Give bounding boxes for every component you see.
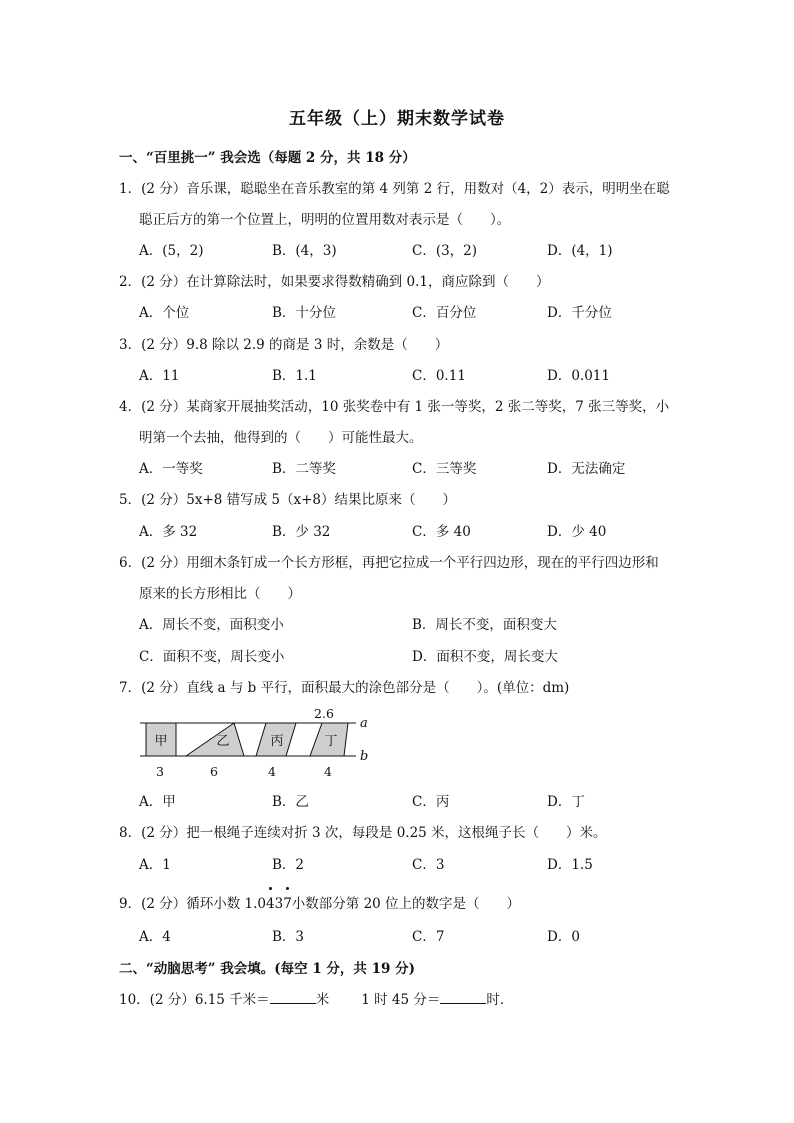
q9-text-suffix: 小数部分第 20 位上的数字是（ ） <box>291 896 521 912</box>
question-5-text: 5．(2 分）5x+8 错写成 5（x+8）结果比原来（ ） <box>119 492 457 508</box>
base-label-yi: 6 <box>210 764 218 779</box>
shape-yi <box>186 723 244 756</box>
question-10-text <box>119 988 513 1008</box>
question-1-text-cont: 聪正后方的第一个位置上，明明的位置用数对表示是（ ）。 <box>139 212 511 228</box>
q8-option-c[interactable]: C．3 <box>412 857 445 873</box>
section-1-heading: 一、“百里挑一” 我会选（每题 2 分，共 18 分） <box>119 150 416 166</box>
repeating-digit-start <box>266 896 275 912</box>
q5-option-c[interactable]: C．多 40 <box>412 524 471 540</box>
q8-option-a[interactable]: A．1 <box>139 857 171 873</box>
q4-option-a[interactable]: A．一等奖 <box>139 461 203 477</box>
line-b-label: b <box>360 749 369 764</box>
shape-jia-label: 甲 <box>154 734 168 749</box>
q7-option-d[interactable]: D．丁 <box>547 794 585 810</box>
base-label-jia: 3 <box>156 764 164 779</box>
q9-text-prefix: 9．(2 分）循环小数 1.0 <box>119 896 266 912</box>
q6-option-b[interactable]: B．周长不变，面积变大 <box>412 617 557 633</box>
shape-bing-label: 丙 <box>270 734 284 749</box>
q9-digit-3: 7 <box>283 896 292 912</box>
base-label-bing: 4 <box>268 764 276 779</box>
repeat-dot-icon <box>269 887 272 890</box>
line-a-label: a <box>360 716 368 731</box>
q1-option-d[interactable]: D．(4，1) <box>547 243 613 259</box>
page-title: 五年级（上）期末数学试卷 <box>289 109 505 129</box>
figure-top-label: 2.6 <box>314 706 334 721</box>
question-7-text: 7．(2 分）直线 a 与 b 平行，面积最大的涂色部分是（ ）。(单位：dm) <box>119 680 570 696</box>
q3-option-c[interactable]: C．0.11 <box>412 368 466 384</box>
q6-option-c[interactable]: C．面积不变，周长变小 <box>139 649 285 665</box>
q10-part-c: 1 时 45 分＝ <box>361 992 441 1008</box>
q5-option-a[interactable]: A．多 32 <box>139 524 198 540</box>
q9-option-a[interactable]: A．4 <box>139 929 171 945</box>
q1-option-a[interactable]: A．(5，2) <box>139 243 204 259</box>
question-9-text <box>119 892 520 912</box>
q2-option-c[interactable]: C．百分位 <box>412 305 477 321</box>
q9-digit-1: 4 <box>266 896 275 912</box>
q7-option-b[interactable]: B．乙 <box>272 794 309 810</box>
q9-digit-2: 3 <box>274 896 284 912</box>
question-2-text: 2．(2 分）在计算除法时，如果要求得数精确到 0.1，商应除到（ ） <box>119 274 550 290</box>
q7-option-a[interactable]: A．甲 <box>139 794 176 810</box>
repeating-digit-end <box>283 896 292 912</box>
answer-blank-meters[interactable] <box>270 991 316 1004</box>
q10-part-a: 10．(2 分）6.15 千米＝ <box>119 992 270 1008</box>
section-2-heading: 二、“动脑思考” 我会填。(每空 1 分，共 19 分) <box>119 961 415 977</box>
shape-ding-label: 丁 <box>324 734 338 749</box>
q1-option-b[interactable]: B．(4，3) <box>272 243 337 259</box>
q10-part-d: 时． <box>486 992 514 1008</box>
q6-option-a[interactable]: A．周长不变，面积变小 <box>139 617 284 633</box>
q6-option-d[interactable]: D．面积不变，周长变大 <box>412 649 558 665</box>
q4-option-d[interactable]: D．无法确定 <box>547 461 626 477</box>
question-6-text-cont: 原来的长方形相比（ ） <box>139 586 301 602</box>
q8-option-b[interactable]: B．2 <box>272 857 305 873</box>
q4-option-b[interactable]: B．二等奖 <box>272 461 336 477</box>
question-6-text: 6．(2 分）用细木条钉成一个长方形框，再把它拉成一个平行四边形，现在的平行四边形和 <box>119 555 659 571</box>
q9-option-c[interactable]: C．7 <box>412 929 445 945</box>
parallel-lines-figure <box>138 704 378 782</box>
repeat-dot-icon <box>286 887 289 890</box>
question-8-text: 8．(2 分）把一根绳子连续对折 3 次，每段是 0.25 米，这根绳子长（ ）米。 <box>119 825 607 841</box>
base-label-ding: 4 <box>324 764 332 779</box>
q5-option-d[interactable]: D．少 40 <box>547 524 607 540</box>
q9-option-d[interactable]: D．0 <box>547 929 580 945</box>
q9-option-b[interactable]: B．3 <box>272 929 305 945</box>
q10-part-b: 米 <box>315 992 330 1008</box>
q3-option-d[interactable]: D．0.011 <box>547 368 610 384</box>
q5-option-b[interactable]: B．少 32 <box>272 524 331 540</box>
q3-option-a[interactable]: A．11 <box>139 368 180 384</box>
shape-yi-label: 乙 <box>216 734 230 749</box>
q8-option-d[interactable]: D．1.5 <box>547 857 593 873</box>
question-3-text: 3．(2 分）9.8 除以 2.9 的商是 3 时，余数是（ ） <box>119 337 449 353</box>
q3-option-b[interactable]: B．1.1 <box>272 368 317 384</box>
question-1-text: 1．(2 分）音乐课，聪聪坐在音乐教室的第 4 列第 2 行，用数对（4，2）表示，明明坐在聪 <box>119 181 670 197</box>
answer-blank-hours[interactable] <box>440 991 486 1004</box>
q7-option-c[interactable]: C．丙 <box>412 794 450 810</box>
q2-option-a[interactable]: A．个位 <box>139 305 190 321</box>
q2-option-b[interactable]: B．十分位 <box>272 305 336 321</box>
q1-option-c[interactable]: C．(3，2) <box>412 243 478 259</box>
question-4-text-cont: 明第一个去抽，他得到的（ ）可能性最大。 <box>139 430 423 446</box>
q4-option-c[interactable]: C．三等奖 <box>412 461 477 477</box>
question-4-text: 4．(2 分）某商家开展抽奖活动，10 张奖卷中有 1 张一等奖，2 张二等奖，7 张三等奖，小 <box>119 399 670 415</box>
q2-option-d[interactable]: D．千分位 <box>547 305 612 321</box>
